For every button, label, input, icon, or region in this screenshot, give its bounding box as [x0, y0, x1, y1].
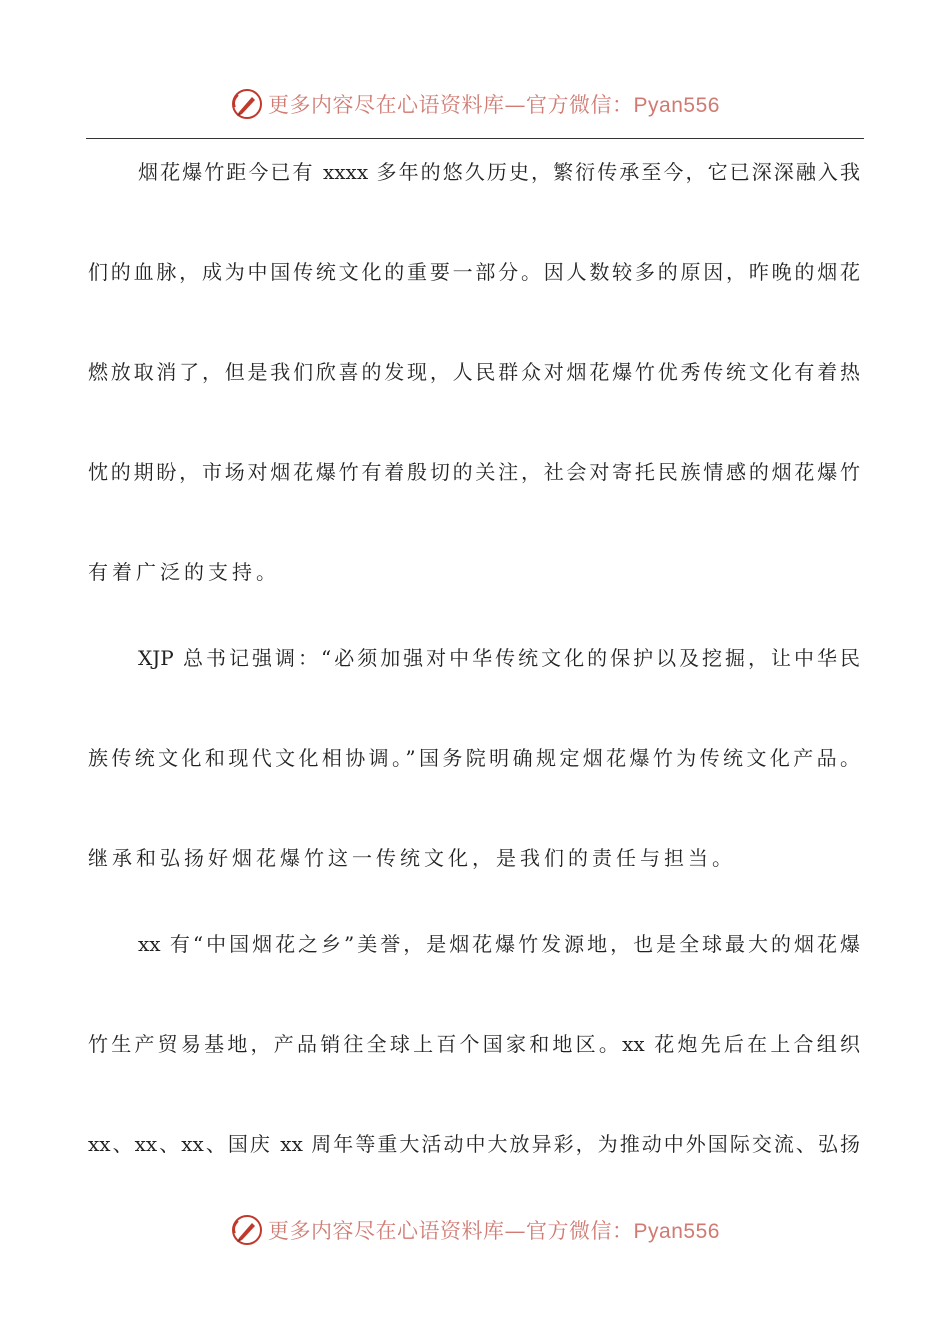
footer-site-name: 更多内容尽在心语资料库 [268, 1219, 505, 1243]
paragraph-1-line-5: 有着广泛的支持。 [88, 560, 280, 584]
paragraph-3-line-1: xx 有“中国烟花之乡”美誉，是烟花爆竹发源地，也是全球最大的烟花爆 [138, 932, 860, 956]
paragraph-1-line-1: 烟花爆竹距今已有 xxxx 多年的悠久历史，繁衍传承至今，它已深深融入我 [138, 160, 860, 184]
pen-logo-icon [230, 87, 264, 121]
header-wechat-id: Pyan556 [633, 94, 720, 117]
paragraph-1-line-2: 们的血脉，成为中国传统文化的重要一部分。因人数较多的原因，昨晚的烟花 [88, 260, 860, 284]
header-banner [0, 84, 950, 124]
paragraph-3-line-3: xx、xx、xx、国庆 xx 周年等重大活动中大放异彩，为推动中外国际交流、弘扬 [88, 1132, 860, 1156]
footer-banner-text [268, 1215, 720, 1245]
footer-banner [0, 1210, 950, 1250]
paragraph-2-line-1: XJP 总书记强调：“必须加强对中华传统文化的保护以及挖掘，让中华民 [138, 646, 860, 670]
paragraph-2-line-3: 继承和弘扬好烟花爆竹这一传统文化，是我们的责任与担当。 [88, 846, 736, 870]
paragraph-1-line-3: 燃放取消了，但是我们欣喜的发现，人民群众对烟花爆竹优秀传统文化有着热 [88, 360, 860, 384]
header-dash: — [504, 93, 527, 117]
header-banner-text [268, 89, 720, 119]
footer-wechat-id: Pyan556 [633, 1220, 720, 1243]
footer-dash: — [504, 1219, 527, 1243]
pen-logo-icon [230, 1213, 264, 1247]
paragraph-3-line-2: 竹生产贸易基地，产品销往全球上百个国家和地区。xx 花炮先后在上合组织 [88, 1032, 860, 1056]
header-site-name: 更多内容尽在心语资料库 [268, 93, 505, 117]
header-divider [86, 138, 864, 139]
header-wechat-label: 官方微信： [526, 93, 634, 117]
paragraph-2-line-2: 族传统文化和现代文化相协调。”国务院明确规定烟花爆竹为传统文化产品。 [88, 746, 860, 770]
paragraph-1-line-4: 忱的期盼，市场对烟花爆竹有着殷切的关注，社会对寄托民族情感的烟花爆竹 [88, 460, 860, 484]
footer-wechat-label: 官方微信： [526, 1219, 634, 1243]
